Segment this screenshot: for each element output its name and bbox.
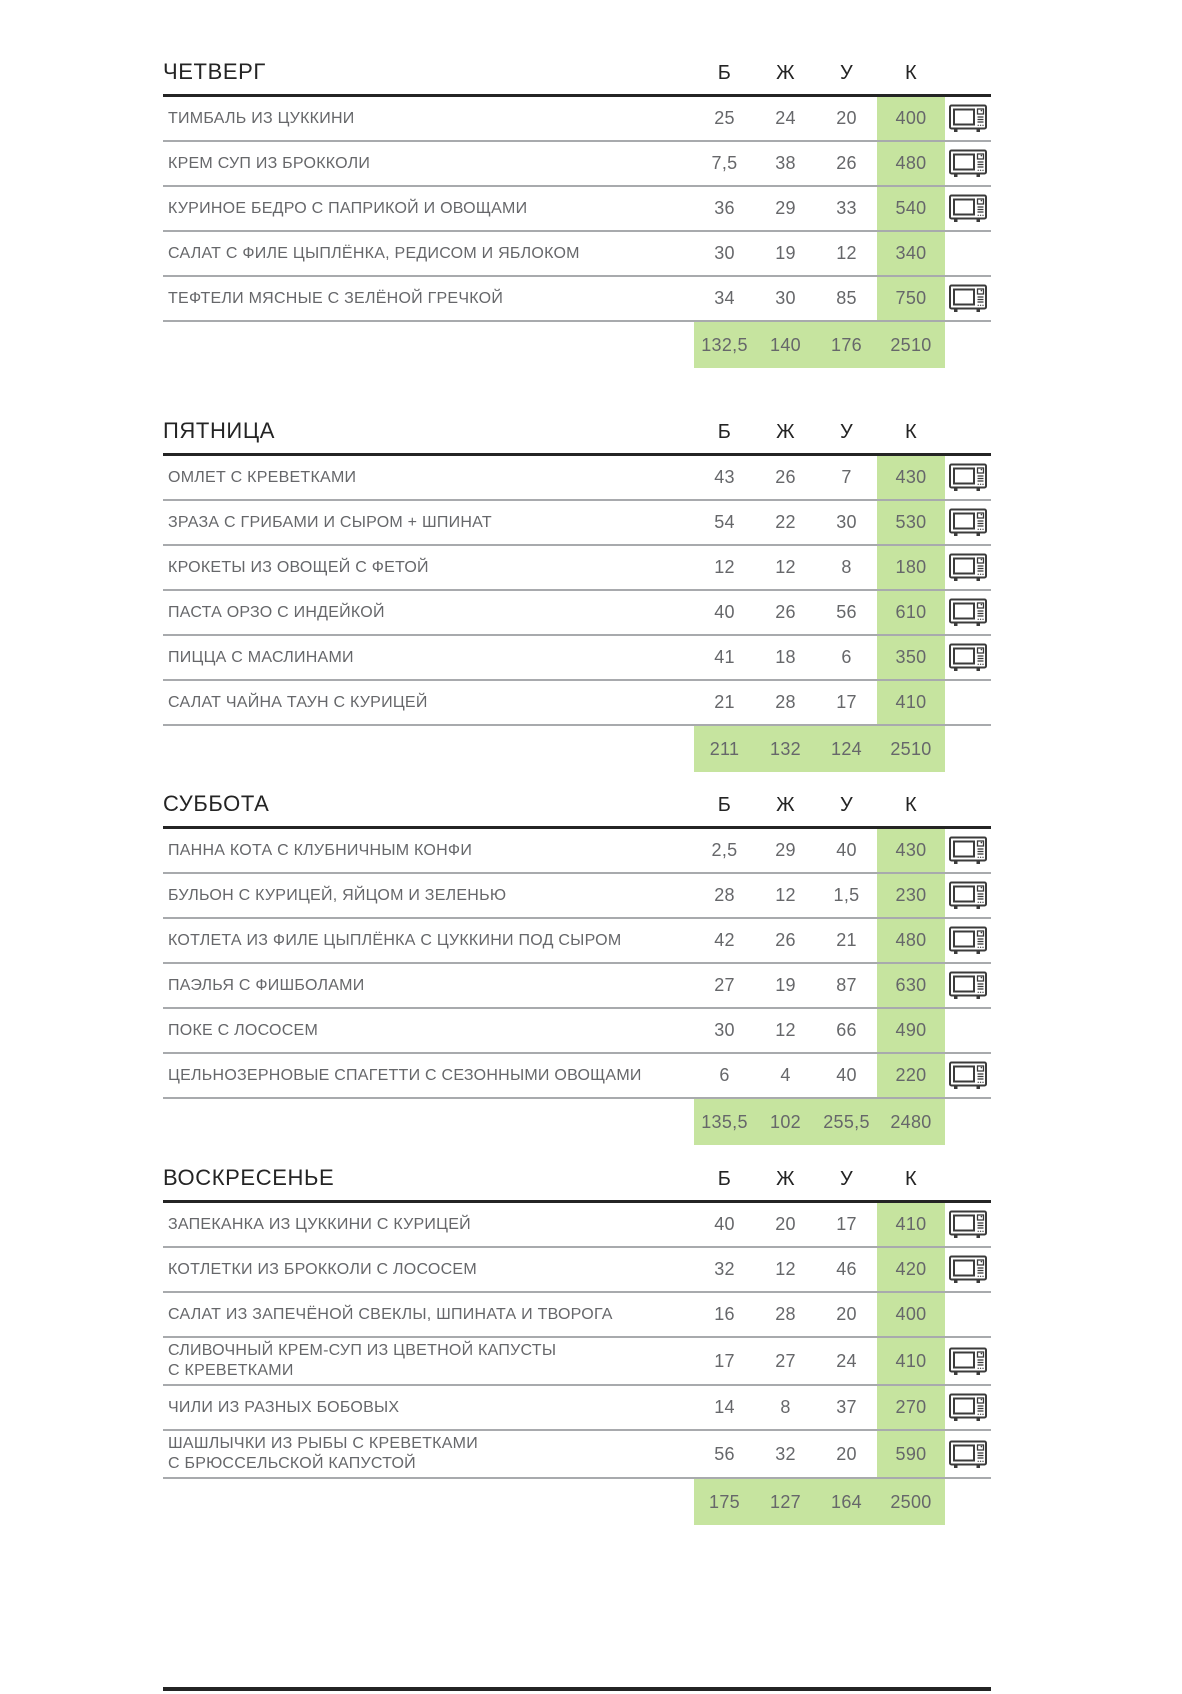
dish-protein: 41 <box>714 647 735 667</box>
dish-calories: 540 <box>877 187 945 230</box>
total-carbs: 124 <box>831 738 862 759</box>
day-totals-row <box>163 726 991 772</box>
dish-name: СЛИВОЧНЫЙ КРЕМ-СУП ИЗ ЦВЕТНОЙ КАПУСТЫ С КРЕВЕТКАМИ <box>168 1342 557 1379</box>
col-header-carbs: У <box>839 794 854 816</box>
dish-carbs: 56 <box>836 602 857 622</box>
dish-protein: 30 <box>714 243 735 263</box>
dish-calories: 410 <box>877 681 945 724</box>
dish-fat: 32 <box>775 1443 796 1464</box>
icon-column-spacer <box>945 322 991 368</box>
dish-calories: 230 <box>877 874 945 917</box>
dish-row <box>163 97 991 142</box>
dish-rows <box>163 456 991 726</box>
dish-name: ПАСТА ОРЗО С ИНДЕЙКОЙ <box>168 603 385 621</box>
dish-name: ТЕФТЕЛИ МЯСНЫЕ С ЗЕЛЁНОЙ ГРЕЧКОЙ <box>168 289 504 307</box>
dish-carbs: 20 <box>836 108 857 128</box>
dish-carbs: 26 <box>836 153 857 173</box>
dish-row <box>163 142 991 187</box>
microwave-icon <box>945 636 991 679</box>
microwave-icon <box>945 829 991 872</box>
dish-carbs: 40 <box>836 1065 857 1085</box>
dish-protein: 7,5 <box>711 153 738 173</box>
dish-protein: 30 <box>714 1020 735 1040</box>
dish-protein: 40 <box>714 602 735 622</box>
dish-carbs: 46 <box>836 1259 857 1279</box>
dish-fat: 24 <box>775 108 796 128</box>
microwave-icon <box>945 1338 991 1384</box>
microwave-icon <box>945 97 991 140</box>
day-section <box>163 1146 991 1525</box>
day-section <box>163 772 991 1145</box>
dish-calories: 750 <box>877 277 945 320</box>
dish-carbs: 21 <box>836 930 857 950</box>
dish-rows <box>163 97 991 322</box>
total-carbs: 164 <box>831 1491 862 1512</box>
dish-carbs: 1,5 <box>833 885 860 905</box>
dish-rows <box>163 829 991 1099</box>
col-header-fat: Ж <box>776 1168 795 1190</box>
day-totals-row <box>163 1479 991 1525</box>
dish-protein: 32 <box>714 1259 735 1279</box>
dish-row <box>163 501 991 546</box>
dish-calories: 400 <box>877 1293 945 1336</box>
dish-calories: 220 <box>877 1054 945 1097</box>
dish-row <box>163 232 991 277</box>
dish-row <box>163 1431 991 1479</box>
day-title: ВОСКРЕСЕНЬЕ <box>163 1165 335 1190</box>
dish-calories: 480 <box>877 142 945 185</box>
microwave-icon <box>945 232 991 275</box>
dish-calories: 590 <box>877 1431 945 1477</box>
dish-row <box>163 1054 991 1099</box>
microwave-icon <box>945 546 991 589</box>
dish-protein: 16 <box>714 1304 735 1324</box>
dish-row <box>163 636 991 681</box>
dish-calories: 530 <box>877 501 945 544</box>
dish-fat: 20 <box>775 1214 796 1234</box>
dish-protein: 14 <box>714 1397 735 1417</box>
dish-fat: 26 <box>775 930 796 950</box>
dish-protein: 36 <box>714 198 735 218</box>
dish-protein: 54 <box>714 512 735 532</box>
day-totals-row <box>163 1099 991 1145</box>
microwave-icon <box>945 187 991 230</box>
totals-block <box>694 726 945 772</box>
dish-protein: 43 <box>714 467 735 487</box>
dish-fat: 26 <box>775 467 796 487</box>
dish-calories: 400 <box>877 97 945 140</box>
dish-protein: 40 <box>714 1214 735 1234</box>
day-header <box>163 772 991 829</box>
dish-protein: 56 <box>714 1443 735 1464</box>
col-header-fat: Ж <box>776 62 795 84</box>
dish-protein: 21 <box>714 692 735 712</box>
dish-fat: 22 <box>775 512 796 532</box>
total-protein: 135,5 <box>701 1111 748 1132</box>
dish-name: ШАШЛЫЧКИ ИЗ РЫБЫ С КРЕВЕТКАМИ С БРЮССЕЛЬСКОЙ КАПУСТОЙ <box>168 1435 478 1472</box>
dish-name: КОТЛЕТА ИЗ ФИЛЕ ЦЫПЛЁНКА С ЦУККИНИ ПОД СЫРОМ <box>168 931 622 949</box>
dish-carbs: 24 <box>836 1350 857 1371</box>
microwave-icon <box>945 1054 991 1097</box>
total-fat: 132 <box>770 738 801 759</box>
total-fat: 140 <box>770 334 801 355</box>
total-calories: 2510 <box>890 738 932 759</box>
day-header <box>163 1146 991 1203</box>
icon-column-spacer <box>945 1099 991 1145</box>
microwave-icon <box>945 1203 991 1246</box>
col-header-carbs: У <box>839 421 854 443</box>
col-header-calories: К <box>904 794 918 816</box>
col-header-fat: Ж <box>776 421 795 443</box>
dish-fat: 30 <box>775 288 796 308</box>
dish-calories: 630 <box>877 964 945 1007</box>
dish-carbs: 20 <box>836 1304 857 1324</box>
dish-name: ЗРАЗА С ГРИБАМИ И СЫРОМ + ШПИНАТ <box>168 513 492 531</box>
microwave-icon <box>945 874 991 917</box>
dish-name: КУРИНОЕ БЕДРО С ПАПРИКОЙ И ОВОЩАМИ <box>168 199 528 217</box>
page-bottom-divider <box>163 1687 991 1691</box>
dish-calories: 270 <box>877 1386 945 1429</box>
dish-row <box>163 1203 991 1248</box>
dish-carbs: 17 <box>836 1214 857 1234</box>
col-header-calories: К <box>904 1168 918 1190</box>
dish-name: ПАЭЛЬЯ С ФИШБОЛАМИ <box>168 976 365 994</box>
total-calories: 2510 <box>890 334 932 355</box>
microwave-icon <box>945 277 991 320</box>
total-calories: 2480 <box>890 1111 932 1132</box>
dish-name: ТИМБАЛЬ ИЗ ЦУККИНИ <box>168 109 355 127</box>
day-title: ЧЕТВЕРГ <box>163 59 266 84</box>
dish-row <box>163 456 991 501</box>
microwave-icon <box>945 501 991 544</box>
dish-fat: 12 <box>775 1020 796 1040</box>
dish-fat: 29 <box>775 840 796 860</box>
dish-name: КРОКЕТЫ ИЗ ОВОЩЕЙ С ФЕТОЙ <box>168 558 429 576</box>
dish-name: ПАННА КОТА С КЛУБНИЧНЫМ КОНФИ <box>168 841 473 859</box>
dish-calories: 480 <box>877 919 945 962</box>
dish-fat: 12 <box>775 885 796 905</box>
dish-rows <box>163 1203 991 1479</box>
microwave-icon <box>945 681 991 724</box>
dish-name: КОТЛЕТКИ ИЗ БРОККОЛИ С ЛОСОСЕМ <box>168 1260 477 1278</box>
icon-column-spacer <box>945 726 991 772</box>
total-protein: 211 <box>709 738 740 759</box>
day-section <box>163 399 991 772</box>
day-title: ПЯТНИЦА <box>163 418 275 443</box>
icon-column-spacer <box>945 1479 991 1525</box>
dish-calories: 410 <box>877 1338 945 1384</box>
dish-row <box>163 1293 991 1338</box>
day-totals-row <box>163 322 991 368</box>
dish-protein: 27 <box>714 975 735 995</box>
dish-carbs: 66 <box>836 1020 857 1040</box>
totals-block <box>694 1479 945 1525</box>
dish-row <box>163 1338 991 1386</box>
dish-row <box>163 187 991 232</box>
dish-row <box>163 964 991 1009</box>
dish-calories: 340 <box>877 232 945 275</box>
dish-protein: 28 <box>714 885 735 905</box>
dish-row <box>163 1248 991 1293</box>
day-title: СУББОТА <box>163 791 270 816</box>
dish-carbs: 87 <box>836 975 857 995</box>
day-header <box>163 399 991 456</box>
dish-fat: 19 <box>775 975 796 995</box>
day-header <box>163 40 991 97</box>
microwave-icon <box>945 1248 991 1291</box>
microwave-icon <box>945 1293 991 1336</box>
dish-fat: 18 <box>775 647 796 667</box>
dish-fat: 4 <box>780 1065 791 1085</box>
dish-row <box>163 681 991 726</box>
dish-carbs: 20 <box>836 1443 857 1464</box>
col-header-calories: К <box>904 421 918 443</box>
dish-fat: 29 <box>775 198 796 218</box>
dish-carbs: 12 <box>836 243 857 263</box>
dish-calories: 490 <box>877 1009 945 1052</box>
dish-protein: 6 <box>719 1065 730 1085</box>
dish-name: ПОКЕ С ЛОСОСЕМ <box>168 1021 319 1039</box>
day-section <box>163 40 991 368</box>
dish-protein: 17 <box>714 1350 735 1371</box>
dish-carbs: 7 <box>841 467 852 487</box>
dish-carbs: 37 <box>836 1397 857 1417</box>
col-header-carbs: У <box>839 1168 854 1190</box>
dish-name: ПИЦЦА С МАСЛИНАМИ <box>168 648 354 666</box>
dish-fat: 19 <box>775 243 796 263</box>
col-header-protein: Б <box>717 421 732 443</box>
microwave-icon <box>945 919 991 962</box>
dish-row <box>163 1009 991 1054</box>
total-fat: 102 <box>770 1111 801 1132</box>
dish-row <box>163 919 991 964</box>
microwave-icon <box>945 1431 991 1477</box>
dish-protein: 25 <box>714 108 735 128</box>
dish-row <box>163 277 991 322</box>
microwave-icon <box>945 1386 991 1429</box>
dish-fat: 12 <box>775 1259 796 1279</box>
dish-fat: 28 <box>775 692 796 712</box>
total-carbs: 176 <box>831 334 862 355</box>
dish-carbs: 17 <box>836 692 857 712</box>
dish-carbs: 30 <box>836 512 857 532</box>
dish-protein: 34 <box>714 288 735 308</box>
dish-calories: 610 <box>877 591 945 634</box>
total-calories: 2500 <box>890 1491 932 1512</box>
dish-calories: 430 <box>877 829 945 872</box>
dish-carbs: 40 <box>836 840 857 860</box>
dish-name: БУЛЬОН С КУРИЦЕЙ, ЯЙЦОМ И ЗЕЛЕНЬЮ <box>168 886 507 904</box>
dish-name: ЧИЛИ ИЗ РАЗНЫХ БОБОВЫХ <box>168 1398 400 1416</box>
dish-fat: 26 <box>775 602 796 622</box>
totals-block <box>694 1099 945 1145</box>
dish-fat: 8 <box>780 1397 791 1417</box>
dish-fat: 38 <box>775 153 796 173</box>
dish-calories: 430 <box>877 456 945 499</box>
microwave-icon <box>945 964 991 1007</box>
dish-carbs: 85 <box>836 288 857 308</box>
dish-calories: 410 <box>877 1203 945 1246</box>
col-header-calories: К <box>904 62 918 84</box>
total-protein: 132,5 <box>701 334 748 355</box>
dish-row <box>163 874 991 919</box>
dish-fat: 28 <box>775 1304 796 1324</box>
dish-name: ЗАПЕКАНКА ИЗ ЦУККИНИ С КУРИЦЕЙ <box>168 1215 471 1233</box>
col-header-protein: Б <box>717 794 732 816</box>
dish-name: ЦЕЛЬНОЗЕРНОВЫЕ СПАГЕТТИ С СЕЗОННЫМИ ОВОЩАМИ <box>168 1066 642 1084</box>
microwave-icon <box>945 1009 991 1052</box>
dish-fat: 12 <box>775 557 796 577</box>
dish-name: САЛАТ ИЗ ЗАПЕЧЁНОЙ СВЕКЛЫ, ШПИНАТА И ТВОРОГА <box>168 1305 613 1323</box>
total-carbs: 255,5 <box>823 1111 870 1132</box>
dish-name: САЛАТ ЧАЙНА ТАУН С КУРИЦЕЙ <box>168 693 428 711</box>
dish-row <box>163 1386 991 1431</box>
col-header-protein: Б <box>717 1168 732 1190</box>
dish-calories: 420 <box>877 1248 945 1291</box>
total-protein: 175 <box>709 1491 740 1512</box>
dish-carbs: 33 <box>836 198 857 218</box>
dish-carbs: 6 <box>841 647 852 667</box>
dish-fat: 27 <box>775 1350 796 1371</box>
col-header-protein: Б <box>717 62 732 84</box>
totals-block <box>694 322 945 368</box>
microwave-icon <box>945 142 991 185</box>
total-fat: 127 <box>770 1491 801 1512</box>
dish-row <box>163 829 991 874</box>
microwave-icon <box>945 591 991 634</box>
dish-name: САЛАТ С ФИЛЕ ЦЫПЛЁНКА, РЕДИСОМ И ЯБЛОКОМ <box>168 244 580 262</box>
microwave-icon <box>945 456 991 499</box>
dish-name: ОМЛЕТ С КРЕВЕТКАМИ <box>168 468 357 486</box>
dish-protein: 2,5 <box>711 840 738 860</box>
dish-row <box>163 546 991 591</box>
col-header-fat: Ж <box>776 794 795 816</box>
col-header-carbs: У <box>839 62 854 84</box>
dish-calories: 180 <box>877 546 945 589</box>
dish-carbs: 8 <box>841 557 852 577</box>
dish-calories: 350 <box>877 636 945 679</box>
menu-sections <box>163 0 991 1525</box>
dish-protein: 42 <box>714 930 735 950</box>
dish-protein: 12 <box>714 557 735 577</box>
dish-row <box>163 591 991 636</box>
dish-name: КРЕМ СУП ИЗ БРОККОЛИ <box>168 154 371 172</box>
